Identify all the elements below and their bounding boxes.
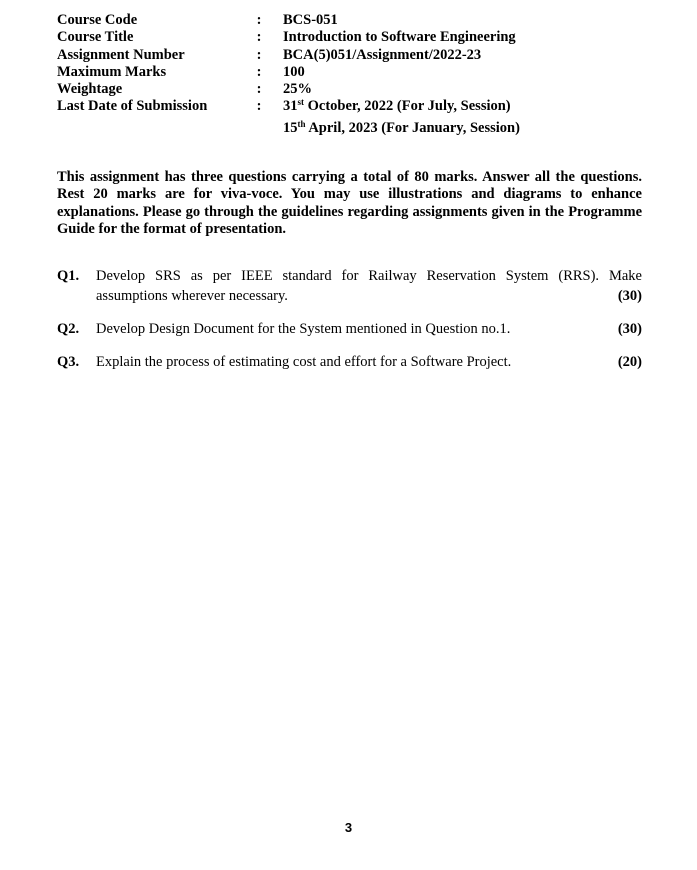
- submission-date-july: [283, 98, 657, 115]
- info-label: Course Code: [57, 12, 138, 28]
- info-value: 25%: [283, 81, 312, 98]
- info-row-submission-date: [57, 98, 657, 137]
- question-marks: (30): [617, 321, 642, 337]
- date-text: April, 2023 (For January, Session): [305, 119, 520, 136]
- assignment-info-table: [57, 12, 657, 137]
- date-day: 15: [283, 119, 298, 136]
- info-colon: :: [256, 12, 262, 28]
- info-label: Maximum Marks: [57, 63, 167, 80]
- question-body: [96, 319, 642, 339]
- info-row-weightage: [57, 81, 657, 98]
- info-row-assignment-number: [57, 47, 657, 64]
- info-value: BCS-051: [283, 12, 338, 28]
- info-label: Weightage: [57, 81, 123, 98]
- question-text: [96, 266, 642, 306]
- question-list: [57, 266, 642, 385]
- submission-dates: [283, 98, 657, 137]
- info-value: Introduction to Software Engineering: [283, 29, 516, 46]
- info-row-course-code: [57, 12, 657, 29]
- date-day: 31: [283, 98, 298, 115]
- page-number: 3: [344, 820, 353, 835]
- question-item: [57, 352, 642, 372]
- question-number: Q2.: [57, 321, 80, 337]
- question-text: Explain the process of estimating cost and effort for a Software Project.: [96, 354, 512, 370]
- info-colon: :: [256, 81, 262, 98]
- info-colon: :: [256, 98, 262, 115]
- info-value: 100: [283, 63, 305, 80]
- info-colon: :: [256, 46, 262, 63]
- info-label: Last Date of Submission: [57, 98, 208, 115]
- info-row-maximum-marks: [57, 64, 657, 81]
- info-row-course-title: [57, 29, 657, 46]
- date-ordinal-suffix: st: [297, 97, 304, 108]
- info-label: Course Title: [57, 29, 134, 46]
- info-colon: :: [256, 63, 262, 80]
- date-ordinal-suffix: th: [297, 118, 306, 129]
- question-marks: (20): [617, 354, 642, 370]
- info-label: Assignment Number: [57, 46, 185, 63]
- question-item: [57, 319, 642, 339]
- question-text-content: Develop SRS as per IEEE standard for Railway Reservation System (RRS). Make assumptions wherever necessary.: [96, 268, 642, 304]
- submission-date-january: [283, 120, 657, 137]
- info-colon: :: [256, 29, 262, 46]
- question-body: [96, 352, 642, 372]
- question-body: [96, 266, 642, 306]
- question-number: Q1.: [57, 268, 80, 284]
- question-number: Q3.: [57, 354, 80, 370]
- question-item: [57, 266, 642, 306]
- date-text: October, 2022 (For July, Session): [304, 98, 511, 115]
- question-text: Develop Design Document for the System mentioned in Question no.1.: [96, 321, 511, 337]
- question-marks: (30): [617, 288, 642, 304]
- instructions-paragraph: This assignment has three questions carrying a total of 80 marks. Answer all the questions. Rest 20 marks are for viva-voce. You may use illustrations and diagrams to enhance explanations. Please go through the guidelines regarding assignments given in the Programme Guide for the format of presentation.: [57, 169, 642, 237]
- info-value: BCA(5)051/Assignment/2022-23: [283, 46, 482, 63]
